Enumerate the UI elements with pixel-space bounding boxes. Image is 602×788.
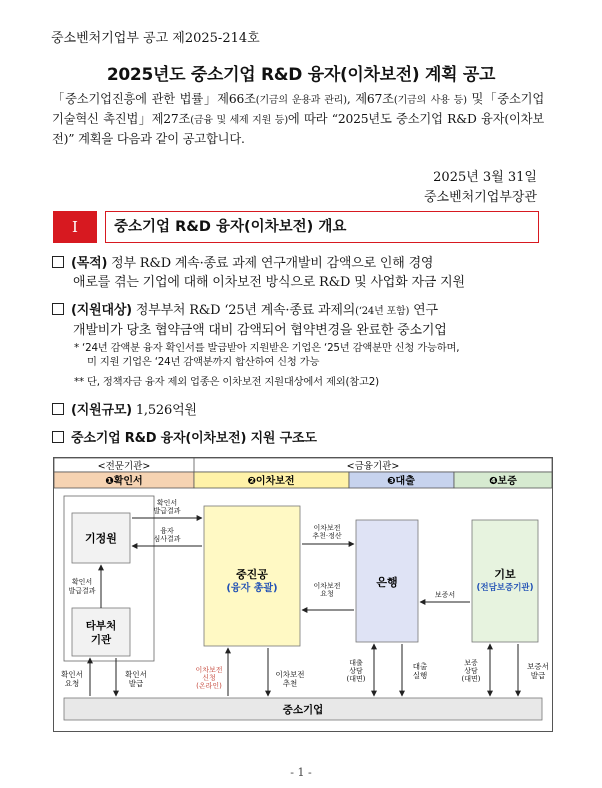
stage1-label: ❶확인서 (105, 476, 143, 487)
note-1: * ‘24년 감액분 융자 확인서를 발급받아 지원받은 기업은 ‘25년 감액분만 신청 가능하며, 미 지원 기업은 ‘24년 감액분까지 합산하여 신청 가능 (74, 342, 460, 368)
notice-date: 2025년 3월 31일 (433, 170, 537, 185)
item-target: (지원대상) 정부부처 R&D ‘25년 계속·종료 과제의(‘24년 포함) 연구 개발비가 당초 협약금액 대비 감액되어 협약변경을 완료한 중소기업 (52, 301, 544, 340)
guarantee-issue-label-a: 보증서 (527, 662, 549, 671)
stage2-label: ❷이차보전 (247, 476, 295, 487)
checkbox-square-icon (52, 256, 64, 268)
group-expert-label: <전문기관> (97, 461, 151, 472)
kosmes-sublabel: (융자 총괄) (226, 583, 278, 594)
kodit-sublabel: (전담보증기관) (476, 583, 534, 593)
loan-consult-label-b: 상담 (349, 667, 363, 675)
group-finance-label: <금융기관> (346, 461, 400, 472)
other-ministry-label-2: 기관 (90, 634, 112, 646)
cert-result-label-b: 발급결과 (68, 587, 96, 595)
guarantee-consult-label-a: 보증 (464, 659, 478, 667)
cert-issue-result-label-b: 발급결과 (153, 507, 181, 515)
loan-review-label-b: 심사결과 (153, 535, 181, 543)
subsidy-request-label-a: 이차보전 (313, 582, 341, 590)
cert-result-label-a: 확인서 (71, 578, 93, 586)
subsidy-recommend-label-a: 이차보전 (313, 524, 341, 532)
other-ministry-label-1: 타부처 (85, 620, 117, 632)
section-header (53, 211, 539, 243)
apply-label-a: 이차보전 (195, 666, 223, 674)
cert-issue-result-label-a: 확인서 (156, 499, 178, 507)
stage3-label: ❸대출 (387, 476, 415, 487)
item-structure: 중소기업 R&D 융자(이차보전) 지원 구조도 (52, 429, 544, 448)
page-number: - 1 - (290, 766, 312, 779)
apply-label-c: (온라인) (196, 682, 222, 690)
issuing-organization: 중소벤처기업부장관 (423, 190, 537, 205)
intro-paragraph: 「중소기업진흥에 관한 법률」제66조(기금의 운용과 관리), 제67조(기금의 사용 등) 및「중소기업 기술혁신 촉진법」제27조(금융 및 세제 지원 등)에 따라 “2025년도 중소기업 R&D 융자(이차보전)” 계획을 다음과 같이 공고합니다. (52, 92, 545, 146)
loan-exec-label-b: 실행 (412, 671, 428, 680)
support-structure-diagram (53, 457, 553, 732)
apply-label-b: 신청 (202, 674, 216, 682)
item-scale: (지원규모) 1,526억원 (52, 401, 544, 420)
kodit-label: 기보 (494, 568, 516, 581)
loan-consult-label-a: 대출 (349, 659, 363, 667)
cert-issue-label-b: 발급 (128, 679, 144, 688)
kosmes-label: 중진공 (236, 568, 268, 581)
recommend-label-a: 이차보전 (275, 670, 305, 679)
bank-label: 은행 (376, 576, 398, 589)
checkbox-square-icon (52, 303, 64, 315)
kodit-box (472, 520, 538, 642)
checkbox-square-icon (52, 431, 64, 443)
subsidy-recommend-label-b: 추천·정산 (312, 532, 342, 540)
note-2: ** 단, 정책자금 융자 제외 업종은 이차보전 지원대상에서 제외(참고2) (74, 376, 379, 388)
guarantee-issue-label-b: 발급 (530, 671, 546, 680)
guarantee-consult-label-b: 상담 (464, 667, 478, 675)
guarantee-consult-label-c: (대면) (461, 675, 481, 683)
sme-label: 중소기업 (282, 704, 324, 716)
kiat-label: 기정원 (85, 532, 117, 545)
loan-exec-label-a: 대출 (412, 662, 428, 671)
notice-number: 중소벤처기업부 공고 제2025-214호 (51, 31, 260, 46)
loan-review-label-a: 융자 (160, 527, 174, 535)
loan-consult-label-c: (대면) (346, 675, 366, 683)
cert-request-label-b: 요청 (64, 679, 80, 688)
item-purpose: (목적) 정부 R&D 계속·종료 과제 연구개발비 감액으로 인해 경영 애로를 겪는 기업에 대해 이차보전 방식으로 R&D 및 사업화 자금 지원 (52, 254, 544, 292)
cert-request-label-a: 확인서 (61, 670, 83, 679)
checkbox-square-icon (52, 403, 64, 415)
page-title: 2025년도 중소기업 R&D 융자(이차보전) 계획 공고 (106, 65, 496, 85)
recommend-label-b: 추천 (282, 679, 298, 688)
other-ministry-box (72, 608, 130, 656)
section-number: Ⅰ (53, 211, 97, 243)
section-title: 중소기업 R&D 융자(이차보전) 개요 (105, 211, 539, 243)
subsidy-request-label-b: 요청 (320, 590, 334, 598)
cert-issue-label-a: 확인서 (125, 670, 147, 679)
stage4-label: ❹보증 (489, 476, 517, 487)
guarantee-label: 보증서 (434, 591, 456, 599)
